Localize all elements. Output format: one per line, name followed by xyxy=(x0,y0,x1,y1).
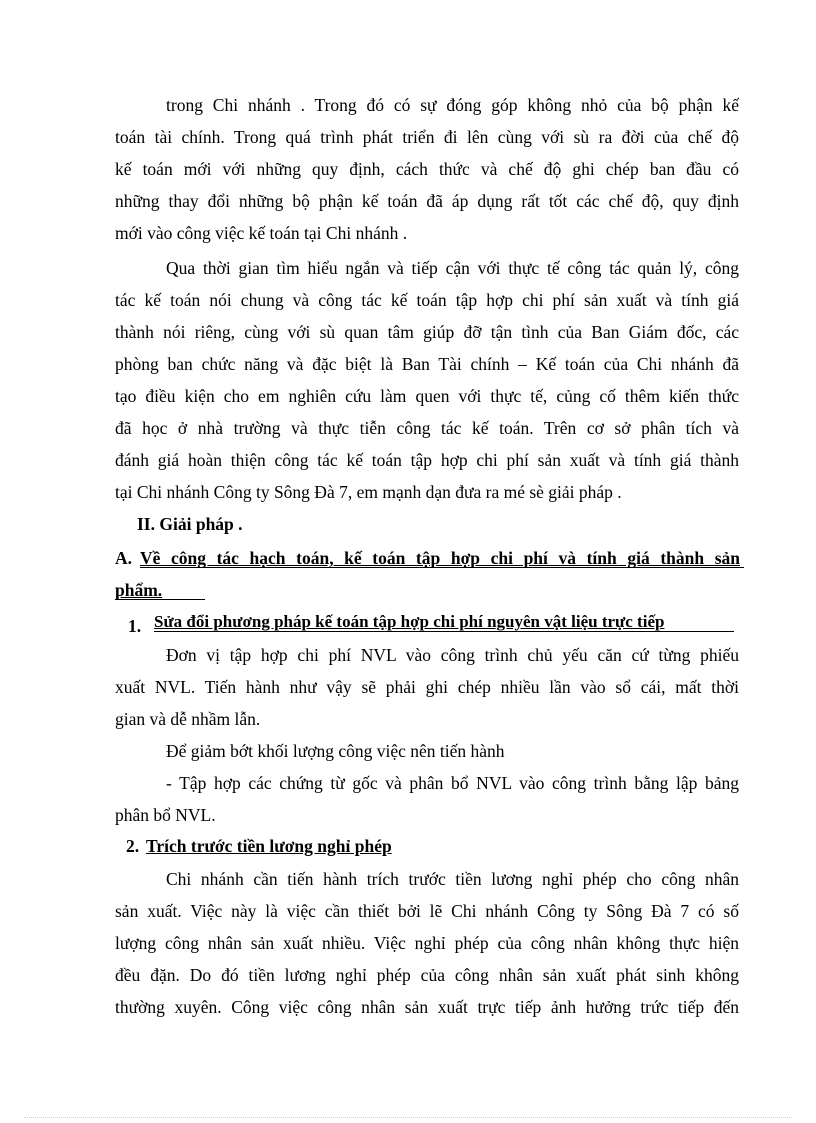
text-line: trong Chi nhánh . Trong đó có sự đóng góp không nhỏ của bộ phận kế xyxy=(166,95,739,115)
section-ii-heading: II. Giải pháp . xyxy=(137,514,243,534)
item1-body xyxy=(115,639,739,831)
text-line: Để giảm bớt khối lượng công việc nên tiến hành xyxy=(166,741,505,761)
text-line: toán tài chính. Trong quá trình phát triển đi lên cùng với sù ra đời của chế độ xyxy=(115,127,739,147)
item2-title: Trích trước tiền lương nghỉ phép xyxy=(146,836,392,856)
text-line: đánh giá hoàn thiện công tác kế toán tập hợp chi phí sản xuất và tính giá thành xyxy=(115,450,739,470)
section-a-underline-2 xyxy=(115,599,205,600)
section-a-label: A. xyxy=(115,548,133,568)
page-bottom-rule xyxy=(24,1117,792,1118)
text-line: thành nói riêng, cùng với sù quan tâm giúp đỡ tận tình của Ban Giám đốc, các xyxy=(115,322,739,342)
text-line: phòng ban chức năng và đặc biệt là Ban Tài chính – Kế toán của Chi nhánh đã xyxy=(115,354,739,374)
text-line: tạo điều kiện cho em nghiên cứu làm quen với thực tế, củng cố thêm kiến thức xyxy=(115,386,739,406)
text-line: phân bổ NVL. xyxy=(115,805,216,825)
text-line: gian và dễ nhầm lẫn. xyxy=(115,709,261,729)
text-line: - Tập hợp các chứng từ gốc và phân bổ NVL vào công trình bằng lập bảng xyxy=(166,773,739,793)
item2-body xyxy=(115,863,739,1023)
text-line: xuất NVL. Tiến hành như vậy sẽ phải ghi chép nhiều lần vào sổ cái, mất thời xyxy=(115,677,739,697)
text-line: kế toán mới với những quy định, cách thức và chế độ ghi chép ban đầu có xyxy=(115,159,739,179)
text-line: đều đặn. Do đó tiền lương nghỉ phép của công nhân sản xuất phát sinh không xyxy=(115,965,739,985)
section-a-title-line1: Về công tác hạch toán, kế toán tập hợp chi phí và tính giá thành sản xyxy=(140,548,740,568)
text-line: tại Chi nhánh Công ty Sông Đà 7, em mạnh dạn đưa ra mé sè giải pháp . xyxy=(115,482,622,502)
item2-number: 2. xyxy=(126,836,140,856)
item1-title: Sửa đổi phương pháp kế toán tập hợp chi phí nguyên vật liệu trực tiếp xyxy=(154,612,665,631)
text-line: Chi nhánh cần tiến hành trích trước tiền lương nghỉ phép cho công nhân xyxy=(166,869,739,889)
intro-paragraph xyxy=(115,89,739,249)
item1-underline xyxy=(154,631,734,632)
text-line: thường xuyên. Công việc công nhân sản xuất trực tiếp ảnh hưởng trức tiếp đến xyxy=(115,997,739,1017)
analysis-paragraph xyxy=(115,252,739,508)
text-line: Qua thời gian tìm hiểu ngắn và tiếp cận với thực tế công tác quản lý, công xyxy=(166,258,739,278)
text-line: mới vào công việc kế toán tại Chi nhánh . xyxy=(115,223,408,243)
text-line: lượng công nhân sản xuất nhiều. Việc nghỉ phép của công nhân không thực hiện xyxy=(115,933,739,953)
text-line: tác kế toán nói chung và công tác kế toán tập hợp chi phí sản xuất và tính giá xyxy=(115,290,739,310)
text-line: sản xuất. Việc này là việc cần thiết bởi lẽ Chi nhánh Công ty Sông Đà 7 có số xyxy=(115,901,739,921)
text-line: những thay đổi những bộ phận kế toán đã áp dụng rất tốt các chế độ, quy định xyxy=(115,191,739,211)
section-a-title-line2: phẩm. xyxy=(115,580,163,600)
section-a-underline xyxy=(140,567,744,568)
item1-number: 1. xyxy=(128,616,142,636)
text-line: đã học ở nhà trường và thực tiễn công tác kế toán. Trên cơ sở phân tích và xyxy=(115,418,739,438)
text-line: Đơn vị tập hợp chi phí NVL vào công trình chủ yếu căn cứ từng phiếu xyxy=(166,645,739,665)
